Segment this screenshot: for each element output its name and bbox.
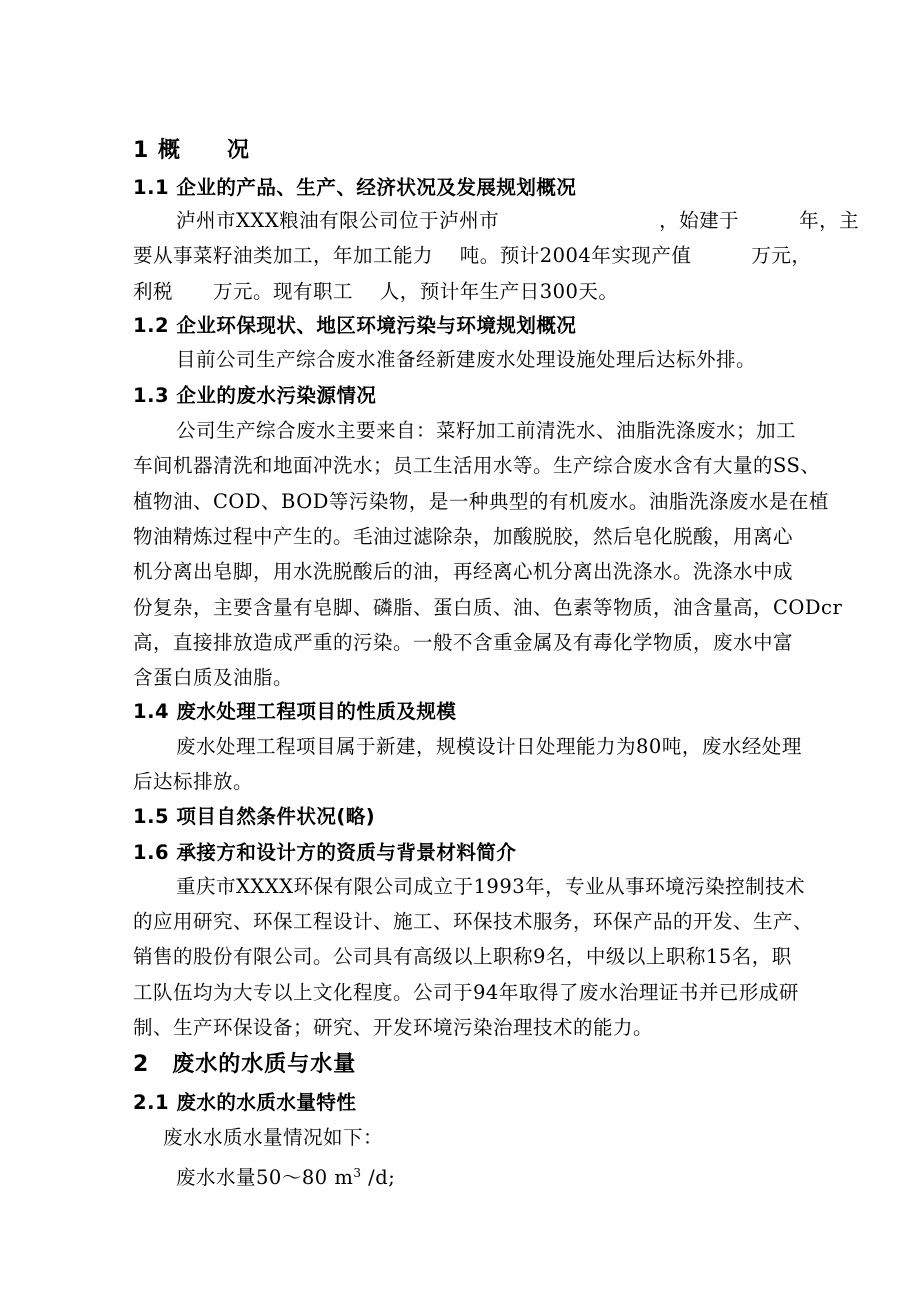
heading-section-1: 1 概 况 bbox=[133, 138, 250, 163]
paragraph-line: 含蛋白质及油脂。 bbox=[133, 666, 294, 689]
paragraph-line: 公司生产综合废水主要来自：菜籽加工前清洗水、油脂洗涤废水；加工 bbox=[176, 419, 797, 442]
paragraph-line: 后达标排放。 bbox=[133, 770, 254, 793]
paragraph-line: 份复杂，主要含量有皂脚、磷脂、蛋白质、油、色素等物质，油含量高，CODcr bbox=[133, 596, 843, 619]
paragraph-line: 车间机器清洗和地面冲洗水；员工生活用水等。生产综合废水含有大量的SS、 bbox=[133, 454, 821, 477]
heading-section-1-3: 1.3 企业的废水污染源情况 bbox=[133, 384, 377, 407]
heading-section-1-6: 1.6 承接方和设计方的资质与背景材料简介 bbox=[133, 841, 517, 864]
paragraph-line: 要从事菜籽油类加工，年加工能力 吨。预计2004年实现产值 万元， bbox=[133, 244, 812, 267]
heading-section-1-2: 1.2 企业环保现状、地区环境污染与环境规划概况 bbox=[133, 314, 577, 337]
paragraph-line: 重庆市XXXX环保有限公司成立于1993年，专业从事环境污染控制技术 bbox=[176, 875, 806, 898]
paragraph-line: 的应用研究、环保工程设计、施工、环保技术服务，环保产品的开发、生产、 bbox=[133, 910, 814, 933]
paragraph-line: 销售的股份有限公司。公司具有高级以上职称9名，中级以上职称15名，职 bbox=[133, 945, 792, 968]
water-volume-unit: /d; bbox=[361, 1166, 396, 1189]
paragraph-line: 废水处理工程项目属于新建，规模设计日处理能力为80吨，废水经处理 bbox=[176, 735, 802, 758]
paragraph-line: 目前公司生产综合废水准备经新建废水处理设施处理后达标外排。 bbox=[176, 348, 757, 371]
heading-section-1-5: 1.5 项目自然条件状况(略) bbox=[133, 805, 376, 828]
paragraph-line: 废水水质水量情况如下： bbox=[163, 1126, 384, 1149]
water-volume-line bbox=[176, 1161, 395, 1190]
paragraph-line: 泸州市XXX粮油有限公司位于泸州市 ，始建于 年，主 bbox=[176, 209, 860, 232]
paragraph-line: 高，直接排放造成严重的污染。一般不含重金属及有毒化学物质，废水中富 bbox=[133, 631, 794, 654]
water-volume-text: 废水水量50～80 m bbox=[176, 1166, 354, 1189]
heading-section-1-1: 1.1 企业的产品、生产、经济状况及发展规划概况 bbox=[133, 176, 577, 199]
heading-section-2: 2 废水的水质与水量 bbox=[133, 1052, 357, 1077]
paragraph-line: 物油精炼过程中产生的。毛油过滤除杂，加酸脱胶，然后皂化脱酸，用离心 bbox=[133, 525, 794, 548]
paragraph-line: 机分离出皂脚，用水洗脱酸后的油，再经离心机分离出洗涤水。洗涤水中成 bbox=[133, 560, 794, 583]
heading-section-1-4: 1.4 废水处理工程项目的性质及规模 bbox=[133, 700, 457, 723]
paragraph-line: 工队伍均为大专以上文化程度。公司于94年取得了废水治理证书并已形成研 bbox=[133, 981, 799, 1004]
paragraph-line: 植物油、COD、BOD等污染物，是一种典型的有机废水。油脂洗涤废水是在植 bbox=[133, 490, 829, 513]
paragraph-line: 制、生产环保设备；研究、开发环境污染治理技术的能力。 bbox=[133, 1016, 654, 1039]
heading-section-2-1: 2.1 废水的水质水量特性 bbox=[133, 1091, 357, 1114]
superscript-3: 3 bbox=[353, 1166, 362, 1180]
paragraph-line: 利税 万元。现有职工 人，预计年生产日300天。 bbox=[133, 280, 619, 303]
